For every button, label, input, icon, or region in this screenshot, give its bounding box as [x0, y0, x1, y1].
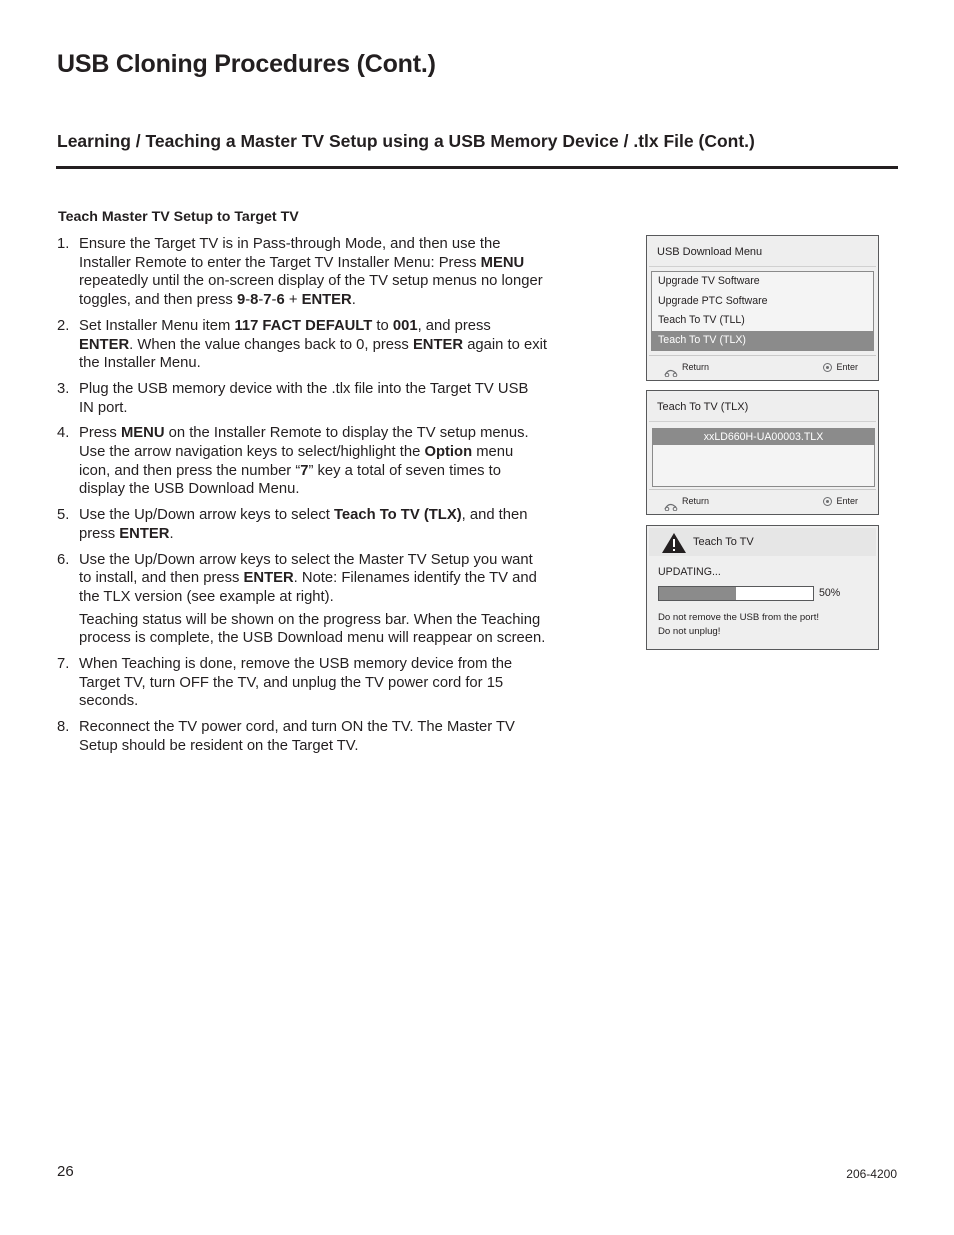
enter-button[interactable] [823, 490, 858, 512]
tlx-file-item[interactable]: xxLD660H-UA00003.TLX [653, 429, 874, 445]
step-text-bold: 001 [392, 317, 418, 334]
step-text-bold: 117 FACT DEFAULT [234, 317, 373, 334]
procedure-step [57, 655, 547, 711]
section-heading: Learning / Teaching a Master TV Setup using a USB Memory Device / .tlx File (Cont.) [57, 131, 755, 151]
step-number: 6. [57, 551, 70, 568]
procedure-step [57, 380, 547, 417]
step-text-run: , and then press [79, 507, 528, 542]
step-text-run: on the Installer Remote to display the TV setup menus. Use the arrow navigation keys to select/highlight the [79, 425, 529, 461]
step-text-run: Reconnect the TV power cord, and turn ON the TV. The Master TV Setup should be resident on the Target TV. [79, 719, 515, 754]
warning-icon [661, 532, 687, 554]
step-note: Teaching status will be shown on the progress bar. When the Teaching process is complete, the USB Download menu will reappear on screen. [79, 611, 546, 647]
update-warning-line-2: Do not unplug! [658, 626, 721, 637]
usb-menu-item[interactable]: Upgrade TV Software [658, 275, 760, 287]
step-text-bold: 7 [263, 292, 272, 309]
usb-menu-list [651, 271, 874, 351]
step-number: 5. [57, 507, 70, 524]
step-text-run: . [351, 292, 356, 309]
return-label: Return [682, 362, 710, 372]
document-number: 206-4200 [846, 1167, 897, 1181]
return-button[interactable] [663, 356, 709, 378]
tlx-menu-title: Teach To TV (TLX) [649, 393, 876, 422]
step-text-bold: Teach To TV (TLX) [333, 507, 462, 524]
step-number: 2. [57, 317, 70, 334]
usb-menu-item[interactable]: Teach To TV (TLL) [658, 314, 745, 326]
step-number: 7. [57, 656, 70, 673]
step-text [79, 551, 547, 607]
step-text-run: Use the Up/Down arrow keys to select the Master TV Setup you want to install, and then press [79, 551, 533, 587]
procedure-steps [57, 235, 547, 763]
step-text-run: Set Installer Menu item [79, 317, 235, 334]
step-text [79, 235, 547, 310]
step-text-run: again to exit the Installer Menu. [79, 336, 547, 372]
enter-button[interactable] [823, 356, 858, 378]
step-text-run: to [372, 317, 393, 334]
procedure-step [57, 424, 547, 499]
step-number: 1. [57, 236, 70, 252]
update-dialog-title: Teach To TV [693, 536, 754, 548]
step-text-bold: MENU [120, 425, 165, 442]
step-text-run: - [245, 292, 251, 309]
return-label: Return [682, 496, 710, 506]
step-text-bold: ENTER [119, 525, 170, 542]
step-text-run: ” key a total of seven times to display the USB Download Menu. [79, 462, 501, 498]
step-number: 4. [57, 425, 70, 442]
return-button[interactable] [663, 490, 709, 512]
step-text-run: . Note: Filenames identify the TV and the TLX version (see example at right). [79, 570, 537, 605]
step-text-run: - [258, 292, 264, 309]
progress-fill [659, 587, 736, 600]
step-text-run: Ensure the Target TV is in Pass-through Mode, and then use the Installer Remote to enter the Target TV Installer Menu: Press [79, 236, 501, 271]
step-text-run: Plug the USB memory device with the .tlx file into the Target TV USB IN port. [79, 380, 529, 416]
step-text-run: - [271, 292, 277, 309]
step-text-run: . When the value changes back to 0, press [129, 336, 413, 353]
return-icon [663, 497, 679, 506]
step-text-bold: Option [424, 444, 473, 461]
step-text-bold: MENU [480, 254, 525, 271]
sub-heading: Teach Master TV Setup to Target TV [58, 209, 299, 225]
procedure-step [57, 235, 547, 310]
step-text [79, 424, 547, 499]
enter-icon [823, 363, 832, 372]
usb-menu-item[interactable]: Teach To TV (TLX) [652, 331, 873, 351]
step-number: 3. [57, 380, 70, 397]
update-dialog [646, 525, 879, 650]
step-text-bold: 9 [236, 292, 246, 309]
step-text [79, 506, 547, 543]
step-text-bold: 6 [276, 292, 285, 309]
update-warning-message [658, 611, 819, 639]
step-text-bold: ENTER [301, 292, 352, 309]
usb-menu-footer [649, 355, 876, 378]
update-warning-line-1: Do not remove the USB from the port! [658, 612, 820, 623]
step-text-bold: 7 [300, 462, 309, 479]
update-dialog-header [649, 528, 876, 556]
step-text-run: When Teaching is done, remove the USB memory device from the Target TV, turn OFF the TV, and unplug the TV power cord for 15 seconds. [79, 656, 513, 710]
tlx-file-list [652, 428, 875, 487]
page-title: USB Cloning Procedures (Cont.) [57, 50, 436, 78]
tlx-file-menu [646, 390, 879, 515]
step-text-run: Press [79, 425, 121, 442]
progress-bar [658, 586, 814, 601]
step-text-run: Use the Up/Down arrow keys to select [79, 507, 334, 524]
procedure-step [57, 551, 547, 649]
procedure-step [57, 317, 547, 373]
tlx-menu-footer [649, 489, 876, 512]
enter-icon [823, 497, 832, 506]
step-text-bold: ENTER [79, 336, 130, 353]
procedure-step [57, 506, 547, 543]
step-text-bold: ENTER [412, 336, 464, 353]
step-text-bold: 8 [250, 292, 259, 309]
page-number: 26 [57, 1163, 74, 1180]
step-text [79, 317, 547, 373]
step-text [79, 655, 547, 711]
step-text-run: repeatedly until the on-screen display of the TV setup menus no longer toggles, and then press [79, 273, 543, 309]
step-text-run: . [169, 525, 174, 542]
heading-divider [56, 166, 898, 169]
progress-percent: 50% [819, 587, 841, 599]
step-text [79, 718, 547, 755]
enter-label: Enter [836, 362, 858, 372]
step-number: 8. [57, 719, 70, 736]
procedure-step [57, 718, 547, 755]
step-text-run: , and press [417, 317, 491, 334]
usb-menu-title: USB Download Menu [649, 238, 876, 267]
step-text-run: + [284, 292, 302, 309]
update-status: UPDATING... [658, 566, 721, 578]
step-text-run: menu icon, and then press the number “ [79, 444, 514, 479]
step-text-bold: ENTER [243, 570, 294, 587]
step-text [79, 380, 547, 417]
usb-menu-item[interactable]: Upgrade PTC Software [658, 294, 768, 307]
return-icon [663, 363, 679, 372]
usb-download-menu [646, 235, 879, 381]
enter-label: Enter [836, 496, 858, 506]
